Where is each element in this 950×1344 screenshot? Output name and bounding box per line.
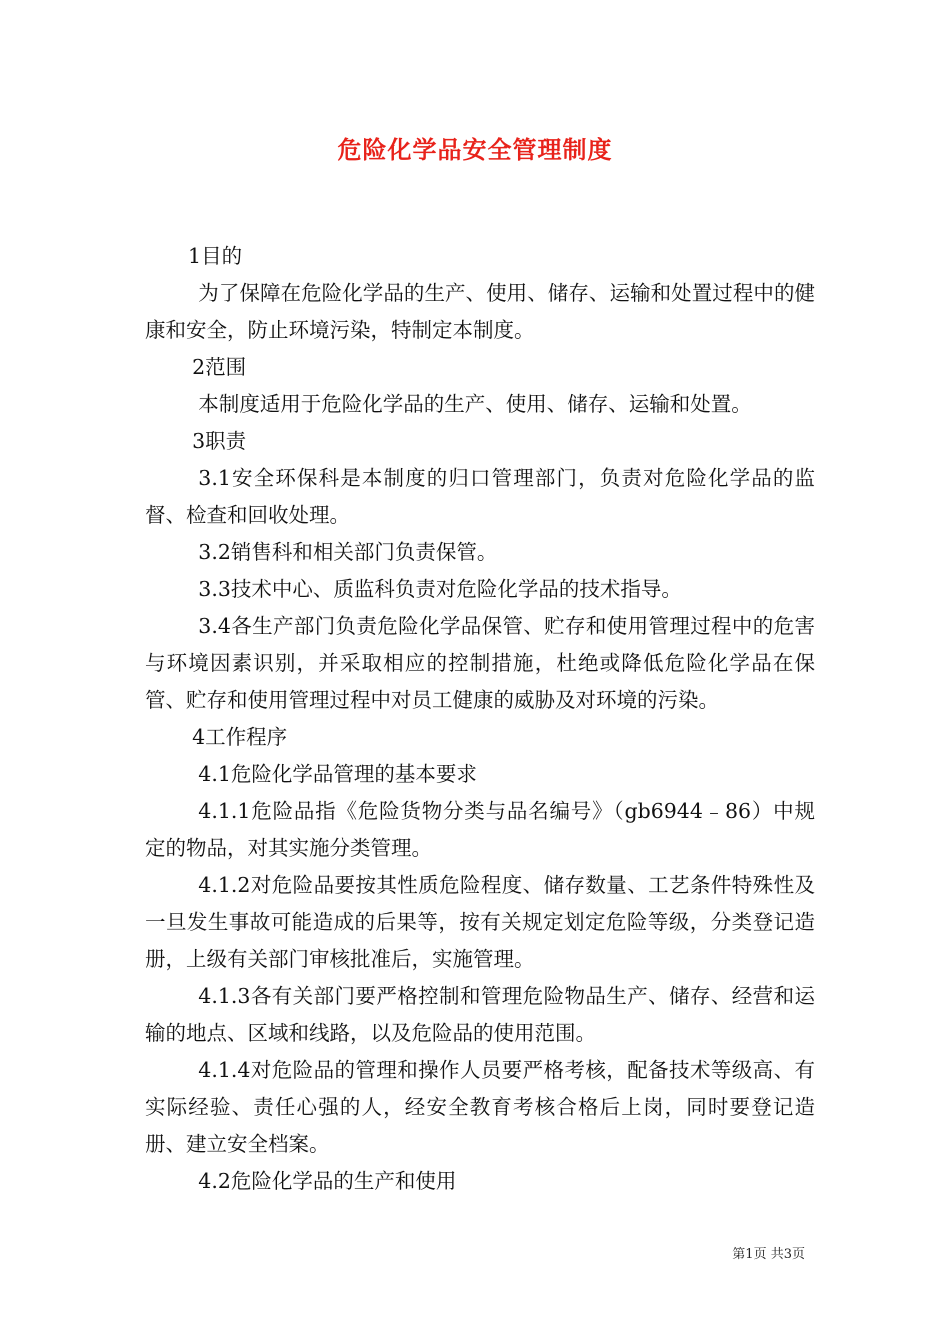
paragraph-4-1-1: 4.1.1危险品指《危险货物分类与品名编号》（gb6944﹣86）中规定的物品，对其实施分类管理。 — [145, 799, 815, 860]
document-title: 危险化学品安全管理制度 — [337, 136, 613, 164]
paragraph-3-4: 3.4各生产部门负责危险化学品保管、贮存和使用管理过程中的危害与环境因素识别，并采取相应的控制措施，杜绝或降低危险化学品在保管、贮存和使用管理过程中对员工健康的威胁及对环境的污染。 — [145, 614, 815, 712]
section-heading-scope: 2范围 — [192, 355, 247, 379]
paragraph-3-2: 3.2销售科和相关部门负责保管。 — [198, 540, 498, 564]
paragraph-scope-text: 本制度适用于危险化学品的生产、使用、储存、运输和处置。 — [198, 392, 752, 416]
paragraph-4-1-3: 4.1.3各有关部门要严格控制和管理危险物品生产、储存、经营和运输的地点、区域和线路，以及危险品的使用范围。 — [145, 984, 815, 1045]
paragraph-4-1: 4.1危险化学品管理的基本要求 — [198, 762, 477, 786]
paragraph-4-1-4: 4.1.4对危险品的管理和操作人员要严格考核，配备技术等级高、有实际经验、责任心强的人，经安全教育考核合格后上岗，同时要登记造册、建立安全档案。 — [145, 1058, 815, 1156]
paragraph-4-1-2: 4.1.2对危险品要按其性质危险程度、储存数量、工艺条件特殊性及一旦发生事故可能造成的后果等，按有关规定划定危险等级，分类登记造册，上级有关部门审核批准后，实施管理。 — [145, 873, 815, 971]
paragraph-3-1: 3.1安全环保科是本制度的归口管理部门，负责对危险化学品的监督、检查和回收处理。 — [145, 466, 815, 527]
section-heading-purpose: 1目的 — [188, 244, 243, 268]
section-heading-procedure: 4工作程序 — [192, 725, 288, 749]
paragraph-4-2: 4.2危险化学品的生产和使用 — [198, 1169, 457, 1193]
section-heading-duties: 3职责 — [192, 429, 247, 453]
current-page-number: 1 — [745, 1247, 754, 1262]
page-number-footer — [732, 1245, 805, 1265]
paragraph-3-3: 3.3技术中心、质监科负责对危险化学品的技术指导。 — [198, 577, 682, 601]
paragraph-purpose-text: 为了保障在危险化学品的生产、使用、储存、运输和处置过程中的健康和安全，防止环境污染，特制定本制度。 — [145, 281, 815, 342]
document-body — [145, 238, 815, 1200]
page-label-mid: 页 共 — [753, 1247, 784, 1262]
page-label-prefix: 第 — [732, 1247, 746, 1262]
total-page-count: 3 — [783, 1247, 792, 1262]
page-label-suffix: 页 — [791, 1247, 805, 1262]
